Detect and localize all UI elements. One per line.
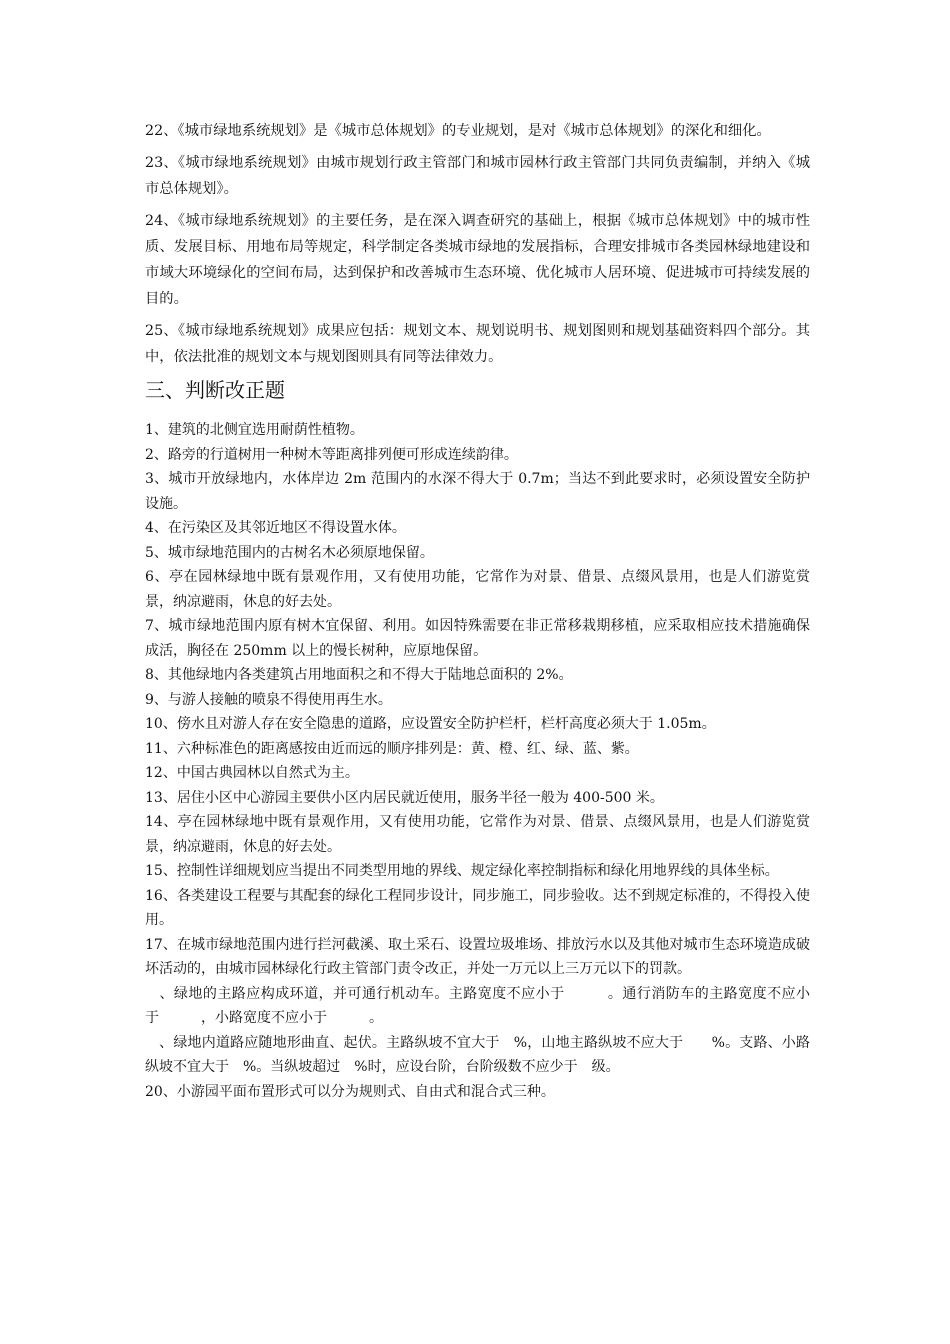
question-item: 10、傍水且对游人存在安全隐患的道路，应设置安全防护栏杆，栏杆高度必须大于 1.05m。	[145, 716, 716, 732]
question-item: 15、控制性详细规划应当提出不同类型用地的界线、规定绿化率控制指标和绿化用地界线的具体坐标。	[145, 863, 779, 879]
question-item: 17、在城市绿地范围内进行拦河截溪、取土采石、设置垃圾堆场、排放污水以及其他对城市生态环境造成破坏活动的，由城市园林绿化行政主管部门责令改正，并处一万元以上三万元以下的罚款。	[145, 936, 810, 977]
question-item: 13、居住小区中心游园主要供小区内居民就近使用，服务半径一般为 400-500 米。	[145, 789, 664, 806]
paragraph-23: 23、《城市绿地系统规划》由城市规划行政主管部门和城市园林行政主管部门共同负责编制，并纳入《城市总体规划》。	[145, 155, 810, 197]
question-item: 1、建筑的北侧宜选用耐荫性植物。	[145, 422, 364, 438]
question-item: 11、六种标准色的距离感按由近而远的顺序排列是：黄、橙、红、绿、蓝、紫。	[145, 740, 639, 757]
section-heading: 三、判断改正题	[145, 378, 285, 402]
question-item: 2、路旁的行道树用一种树木等距离排列便可形成连续韵律。	[145, 446, 518, 463]
paragraph-25: 25、《城市绿地系统规划》成果应包括：规划文本、规划说明书、规划图则和规划基础资料四个部分。其中，依法批准的规划文本与规划图则具有同等法律效力。	[145, 323, 810, 365]
question-item: 6、亭在园林绿地中既有景观作用，又有使用功能，它常作为对景、借景、点缀风景用，也是人们游览赏景，纳凉避雨，休息的好去处。	[145, 569, 810, 610]
document-page	[145, 118, 810, 1104]
question-item: 4、在污染区及其邻近地区不得设置水体。	[145, 520, 406, 536]
question-item: 、绿地的主路应构成环道，并可通行机动车。主路宽度不应小于 。通行消防车的主路宽度不应小于 ，小路宽度不应小于 。	[145, 985, 810, 1026]
paragraph-24: 24、《城市绿地系统规划》的主要任务，是在深入调查研究的基础上，根据《城市总体规划》中的城市性质、发展目标、用地布局等规定，科学制定各类城市绿地的发展指标，合理安排城市各类园林绿地建设和市域大环境绿化的空间布局，达到保护和改善城市生态环境、优化城市人居环境、促进城市可持续发展的目的。	[145, 213, 810, 307]
paragraph-22: 22、《城市绿地系统规划》是《城市总体规划》的专业规划，是对《城市总体规划》的深化和细化。	[145, 123, 771, 139]
question-item: 14、亭在园林绿地中既有景观作用，又有使用功能，它常作为对景、借景、点缀风景用，也是人们游览赏景，纳凉避雨，休息的好去处。	[145, 814, 810, 855]
question-item: 5、城市绿地范围内的古树名木必须原地保留。	[145, 544, 434, 561]
question-item: 16、各类建设工程要与其配套的绿化工程同步设计，同步施工，同步验收。达不到规定标准的，不得投入使用。	[145, 887, 810, 928]
question-item: 20、小游园平面布置形式可以分为规则式、自由式和混合式三种。	[145, 1083, 555, 1100]
question-item: 9、与游人接触的喷泉不得使用再生水。	[145, 691, 392, 708]
question-item: 8、其他绿地内各类建筑占用地面积之和不得大于陆地总面积的 2%。	[145, 667, 573, 683]
question-item: 12、中国古典园林以自然式为主。	[145, 765, 359, 781]
question-item: 、绿地内道路应随地形曲直、起伏。主路纵坡不宜大于 %，山地主路纵坡不应大于 %。支路、小路纵坡不宜大于 %。当纵坡超过 %时，应设台阶，台阶级数不应少于 级。	[145, 1034, 810, 1075]
question-item: 3、城市开放绿地内，水体岸边 2m 范围内的水深不得大于 0.7m；当达不到此要求时，必须设置安全防护设施。	[145, 471, 810, 512]
question-item: 7、城市绿地范围内原有树木宜保留、利用。如因特殊需要在非正常移栽期移植，应采取相应技术措施确保成活，胸径在 250mm 以上的慢长树种，应原地保留。	[145, 618, 810, 659]
